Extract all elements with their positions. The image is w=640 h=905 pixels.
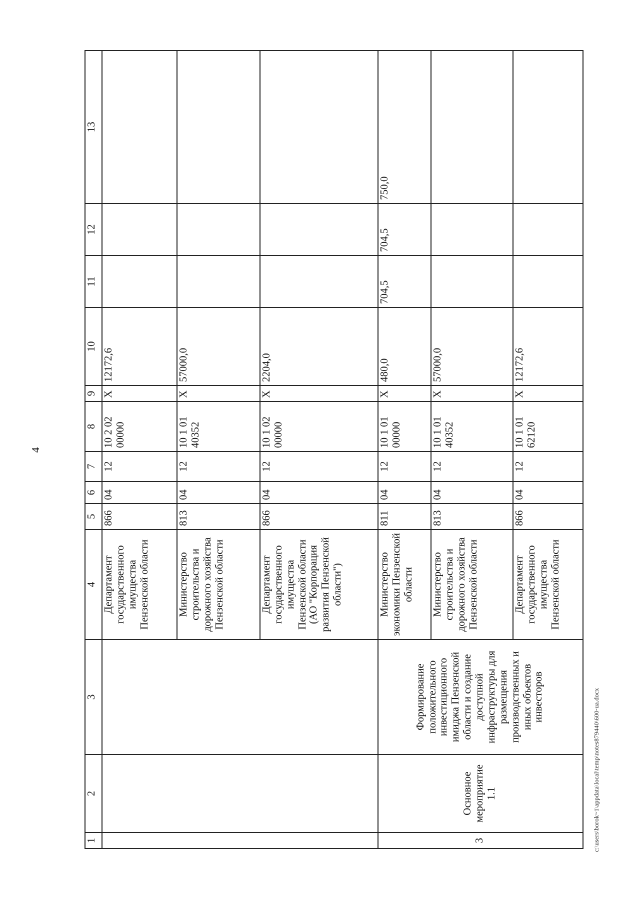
header-row	[85, 51, 102, 849]
cell-value	[102, 51, 177, 204]
cell-pr: 12	[177, 452, 260, 482]
cell-value	[177, 51, 260, 204]
cell-value: 12172,6	[513, 308, 583, 386]
header-cell: 5	[85, 504, 102, 530]
cell-csr: 10 1 02 00000	[260, 402, 378, 452]
header-cell: 10	[85, 308, 102, 386]
cell-csr: 10 1 01 62120	[513, 402, 583, 452]
cell-value: 57000,0	[431, 308, 513, 386]
cell-grbs: 866	[260, 504, 378, 530]
cell-value	[431, 204, 513, 256]
cell-value	[513, 51, 583, 204]
cell-vr: X	[177, 386, 260, 402]
cell-vr: X	[378, 386, 431, 402]
cell-value: 57000,0	[177, 308, 260, 386]
page-number: 4	[30, 447, 42, 453]
cell-vr: X	[513, 386, 583, 402]
header-cell: 4	[85, 530, 102, 640]
header-cell: 2	[85, 755, 102, 833]
cell-rz: 04	[177, 482, 260, 504]
cell-value	[431, 256, 513, 308]
cell-value: 480,0	[378, 308, 431, 386]
cell-grbs: 813	[431, 504, 513, 530]
cell-value	[177, 204, 260, 256]
cell-grbs: 866	[102, 504, 177, 530]
cell-value	[260, 256, 378, 308]
cell-org: Министерство экономики Пензенской области	[378, 530, 431, 640]
cell-desc: Формирование положительного инвестиционного имиджа Пензенской области и создание доступной инфраструктуры для размещения производственных и иных объектов инвесторов	[378, 640, 583, 755]
cell-num	[102, 833, 378, 849]
cell-value	[102, 256, 177, 308]
cell-value	[431, 51, 513, 204]
header-cell: 12	[85, 204, 102, 256]
cell-csr: 10 1 01 00000	[378, 402, 431, 452]
cell-value: 704,5	[378, 204, 431, 256]
header-cell: 7	[85, 452, 102, 482]
cell-rz: 04	[260, 482, 378, 504]
header-cell: 11	[85, 256, 102, 308]
cell-grbs: 811	[378, 504, 431, 530]
cell-vr: X	[431, 386, 513, 402]
cell-name	[102, 755, 378, 833]
cell-org: Министерство строительства и дорожного хозяйства Пензенской области	[177, 530, 260, 640]
cell-org: Департамент государственного имущества Пензенской области	[102, 530, 177, 640]
cell-pr: 12	[513, 452, 583, 482]
cell-pr: 12	[260, 452, 378, 482]
cell-csr: 10 2 02 00000	[102, 402, 177, 452]
cell-value	[513, 256, 583, 308]
cell-vr: X	[102, 386, 177, 402]
rotated-document-table-area	[85, 51, 578, 849]
cell-value	[177, 256, 260, 308]
cell-value: 750,0	[378, 51, 431, 204]
cell-grbs: 866	[513, 504, 583, 530]
cell-rz: 04	[513, 482, 583, 504]
cell-value	[513, 204, 583, 256]
budget-table	[85, 50, 584, 849]
cell-grbs: 813	[177, 504, 260, 530]
cell-value	[102, 204, 177, 256]
cell-desc	[102, 640, 378, 755]
header-cell: 8	[85, 402, 102, 452]
cell-csr: 10 1 01 40352	[177, 402, 260, 452]
cell-value	[260, 51, 378, 204]
cell-name: Основное мероприятие 1.1	[378, 755, 583, 833]
cell-pr: 12	[431, 452, 513, 482]
header-cell: 6	[85, 482, 102, 504]
cell-csr: 10 1 01 40352	[431, 402, 513, 452]
cell-vr: X	[260, 386, 378, 402]
cell-org: Министерство строительства и дорожного хозяйства Пензенской области	[431, 530, 513, 640]
cell-rz: 04	[102, 482, 177, 504]
cell-value	[260, 204, 378, 256]
table-row	[102, 51, 177, 849]
header-cell: 13	[85, 51, 102, 204]
cell-value: 12172,6	[102, 308, 177, 386]
header-cell: 9	[85, 386, 102, 402]
cell-pr: 12	[378, 452, 431, 482]
cell-rz: 04	[431, 482, 513, 504]
cell-value: 704,5	[378, 256, 431, 308]
cell-org: Департамент государственного имущества Пензенской области	[513, 530, 583, 640]
cell-org: Департамент государственного имущества Пензенской области (АО "Корпорация развития Пензенской области")	[260, 530, 378, 640]
cell-pr: 12	[102, 452, 177, 482]
header-cell: 3	[85, 640, 102, 755]
cell-value: 2204,0	[260, 308, 378, 386]
file-path-footer: c:\users\borok~1\appdata\local\temp\notes879440\600-ua.docx	[593, 688, 601, 852]
header-cell: 1	[85, 833, 102, 849]
cell-num: 3	[378, 833, 583, 849]
cell-rz: 04	[378, 482, 431, 504]
table-row	[378, 51, 431, 849]
